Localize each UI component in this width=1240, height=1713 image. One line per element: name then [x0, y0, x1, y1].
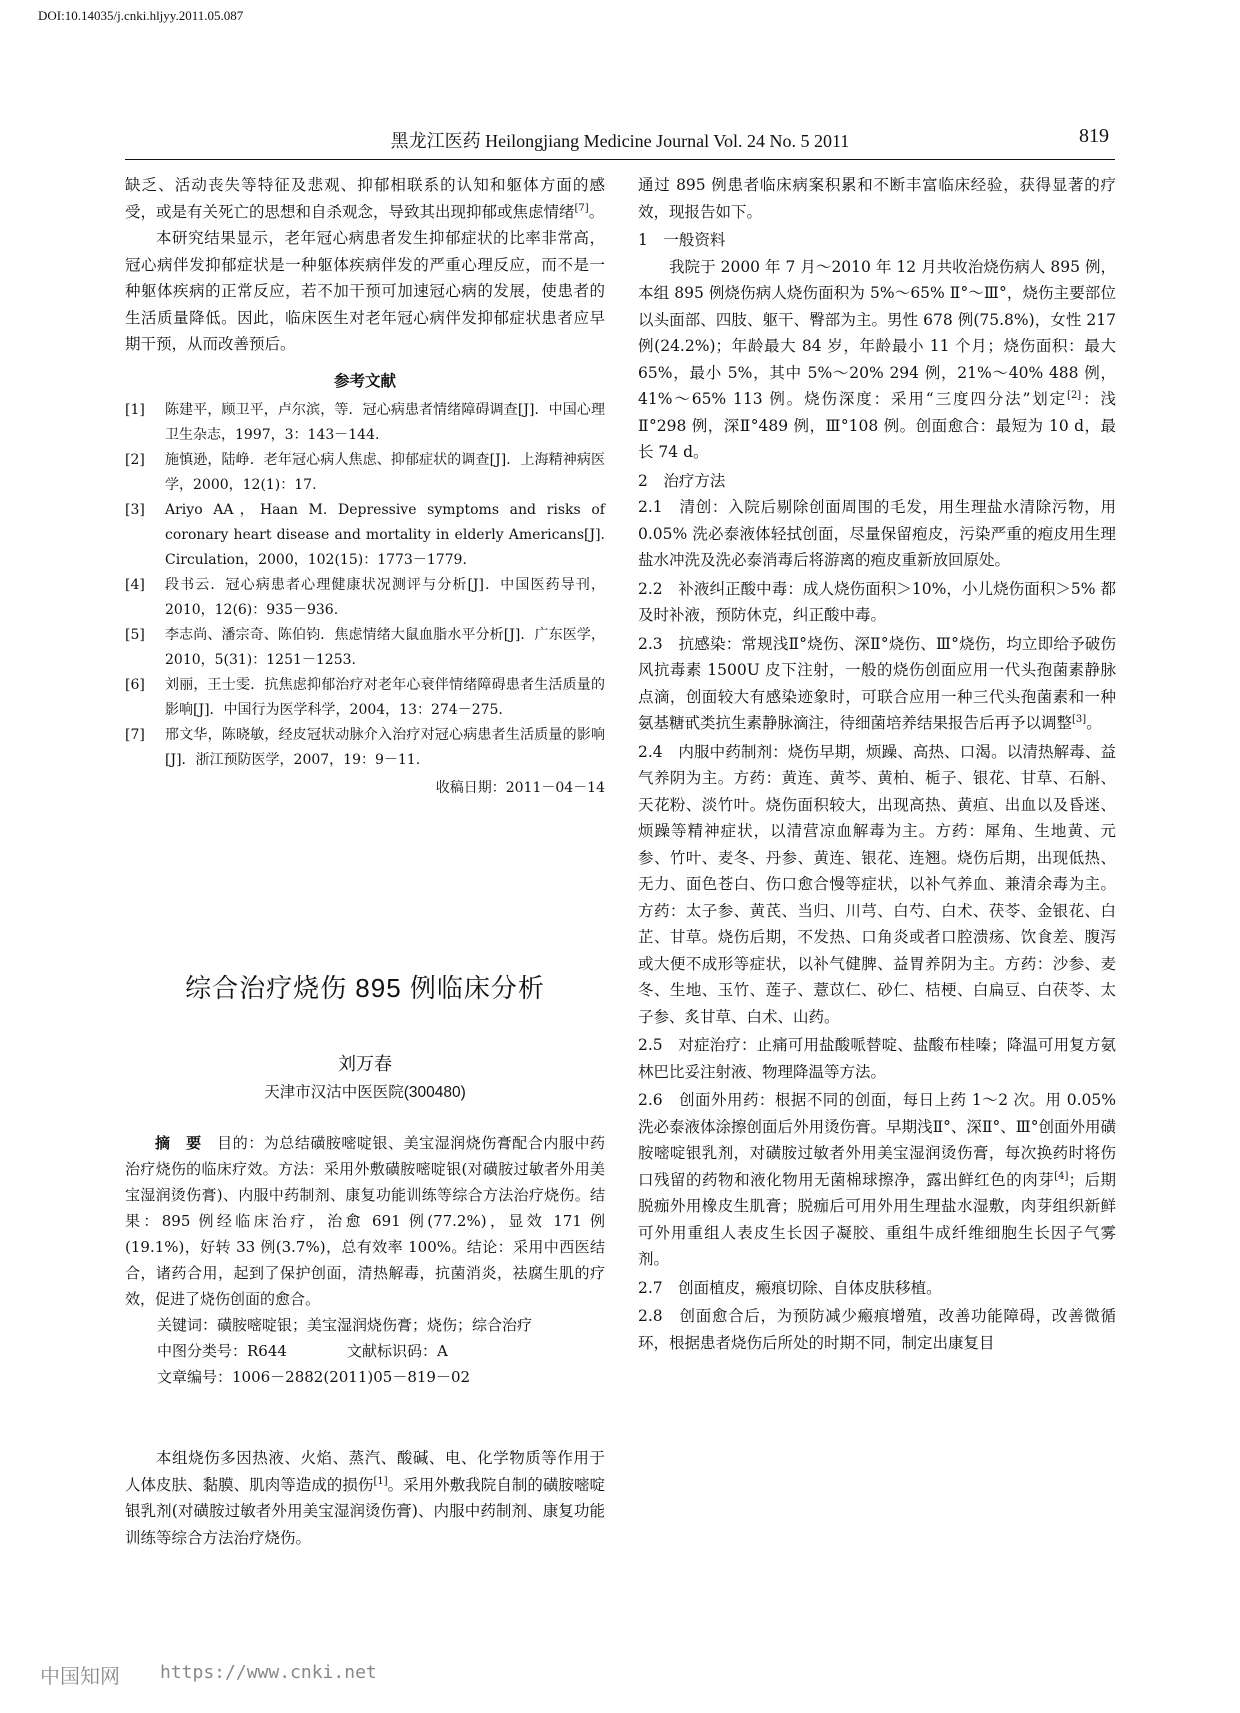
paragraph: 通过 895 例患者临床病案积累和不断丰富临床经验，获得显著的疗效，现报告如下。 — [638, 176, 1116, 221]
running-header — [125, 125, 1115, 160]
document-code: 文献标识码：A — [346, 1342, 448, 1360]
reference-item: [5] 李志尚、潘宗奇、陈伯钧．焦虑情绪大鼠血脂水平分析[J]．广东医学，2010，5(31)：1251－1253. — [125, 627, 605, 668]
left-column-top — [125, 172, 605, 802]
reference-item: [3] Ariyo AA，Haan M. Depressive symptoms and risks of coronary heart disease and mortality in elderly Americans[J]. Circulation，2000，102(15)：1773－1779. — [125, 502, 605, 568]
subsection: 2.3 抗感染：常规浅Ⅱ°烧伤、深Ⅱ°烧伤、Ⅲ°烧伤，均立即给予破伤风抗毒素 1500U 皮下注射，一般的烧伤创面应用一代头孢菌素静脉点滴，创面较大有感染迹象时，可联合应用一种三代头孢菌素和一种氨基糖甙类抗生素静脉滴注，待细菌培养结果报告后再予以调整[3]。 — [638, 634, 1116, 732]
subsection: 2.6 创面外用药：根据不同的创面，每日上药 1～2 次。用 0.05% 洗必泰液体涂擦创面后外用烫伤膏。早期浅Ⅱ°、深Ⅱ°、Ⅲ°创面外用磺胺嘧啶银乳剂，对磺胺过敏者外用美宝湿润烫伤膏，每次换药时将伤口残留的药物和液化物用无菌棉球擦净，露出鲜红色的肉芽[4]；后期脱痂外用橡皮生肌膏；脱痂后可用外用生理盐水湿敷，肉芽组织新鲜可外用重组人表皮生长因子凝胶、重组牛成纤维细胞生长因子气雾剂。 — [638, 1091, 1116, 1268]
left-column-bottom — [125, 1445, 605, 1551]
subsection: 2.7 创面植皮，瘢痕切除、自体皮肤移植。 — [638, 1278, 942, 1297]
author-name: 刘万春 — [338, 1054, 392, 1074]
reference-item: [1] 陈建平，顾卫平，卢尔滨，等．冠心病患者情绪障碍调查[J]．中国心理卫生杂志，1997，3：143－144. — [125, 402, 605, 443]
section-heading: 1 一般资料 — [638, 231, 726, 249]
subsection: 2.4 内服中药制剂：烧伤早期，烦躁、高热、口渴。以清热解毒、益气养阴为主。方药：黄连、黄芩、黄柏、栀子、银花、甘草、石斛、天花粉、淡竹叶。烧伤面积较大，出现高热、黄疸、出血以及昏迷、烦躁等精神症状，以清营凉血解毒为主。方药：犀角、生地黄、元参、竹叶、麦冬、丹参、黄连、银花、连翘。烧伤后期，出现低热、无力、面色苍白、伤口愈合慢等症状，以补气养血、兼清余毒为主。方药：太子参、黄芪、当归、川芎、白芍、白术、茯苓、金银花、白芷、甘草。烧伤后期，不发热、口角炎或者口腔溃疡、饮食差、腹泻或大便不成形等症状，以补气健脾、益胃养阴为主。方药：沙参、麦冬、生地、玉竹、莲子、薏苡仁、砂仁、桔梗、白扁豆、白茯苓、太子参、炙甘草、白术、山药。 — [638, 742, 1116, 1026]
subsection: 2.2 补液纠正酸中毒：成人烧伤面积＞10%，小儿烧伤面积＞5% 都及时补液，预防休克，纠正酸中毒。 — [638, 579, 1116, 624]
section-heading: 2 治疗方法 — [638, 471, 726, 490]
citation: [7] — [574, 202, 589, 214]
author-affiliation: 天津市汉沽中医医院(300480) — [264, 1084, 466, 1101]
clc-number: 中图分类号：R644 — [157, 1342, 287, 1360]
journal-title: 黑龙江医药 Heilongjiang Medicine Journal Vol. 24 No. 5 2011 — [390, 131, 850, 151]
reference-item: [6] 刘丽，王士雯．抗焦虑抑郁治疗对老年心衰伴情绪障碍患者生活质量的影响[J]．中国行为医学科学，2004，13：274－275. — [125, 677, 605, 718]
abstract: 摘 要 目的：为总结磺胺嘧啶银、美宝湿润烧伤膏配合内服中药治疗烧伤的临床疗效。方法：采用外敷磺胺嘧啶银(对磺胺过敏者外用美宝湿润烫伤膏)、内服中药制剂、康复功能训练等综合方法治疗烧伤。结果：895 例经临床治疗，治愈 691 例(77.2%)，显效 171 例(19.1%)，好转 33 例(3.7%)，总有效率 100%。结论：采用中西医结合，诸药合用，起到了保护创面，清热解毒，抗菌消炎，祛腐生肌的疗效，促进了烧伤创面的愈合。 — [125, 1134, 605, 1308]
page-number: 819 — [1079, 125, 1109, 147]
keywords: 关键词：磺胺嘧啶银；美宝湿润烧伤膏；烧伤；综合治疗 — [157, 1316, 533, 1334]
article-title: 综合治疗烧伤 895 例临床分析 — [185, 973, 545, 1003]
reference-item: [7] 邢文华，陈晓敏，经皮冠状动脉介入治疗对冠心病患者生活质量的影响[J]．浙江预防医学，2007，19：9－11. — [125, 727, 605, 768]
references-heading: 参考文献 — [333, 370, 396, 390]
subsection: 2.5 对症治疗：止痛可用盐酸哌替啶、盐酸布桂嗪；降温可用复方氨林巴比妥注射液、物理降温等方法。 — [638, 1036, 1116, 1081]
abstract-label: 摘 要 — [155, 1134, 202, 1152]
citation: [4] — [1054, 1170, 1069, 1182]
classification-line — [125, 1338, 605, 1364]
subsection: 2.8 创面愈合后，为预防减少瘢痕增殖，改善功能障碍，改善微循环，根据患者烧伤后所处的时期不同，制定出康复目 — [638, 1307, 1116, 1352]
cnki-url-link[interactable]: https://www.cnki.net — [160, 1662, 377, 1683]
reference-item: [4] 段书云．冠心病患者心理健康状况测评与分析[J]．中国医药导刊，2010，12(6)：935－936. — [125, 577, 605, 618]
subsection: 2.1 清创：入院后剔除创面周围的毛发，用生理盐水清除污物，用 0.05% 洗必泰液体轻拭创面，尽量保留疱皮，污染严重的疱皮用生理盐水冲洗及洗必泰消毒后将游离的疱皮重新放回原处。 — [638, 498, 1116, 569]
paragraph: 我院于 2000 年 7 月～2010 年 12 月共收治烧伤病人 895 例，本组 895 例烧伤病人烧伤面积为 5%～65% Ⅱ°～Ⅲ°，烧伤主要部位以头面部、四肢、躯干、臀部为主。男性 678 例(75.8%)，女性 217 例(24.2%)；年龄最大 84 岁，年龄最小 11 个月；烧伤面积：最大 65%，最小 5%，其中 5%～20% 294 例，21%～40% 488 例，41%～65% 113 例。烧伤深度：采用“三度四分法”划定[2]：浅Ⅱ°298 例，深Ⅱ°489 例，Ⅲ°108 例。创面愈合：最短为 10 d，最长 74 d。 — [638, 257, 1116, 461]
right-column — [638, 172, 1116, 1356]
paragraph: 本研究结果显示，老年冠心病患者发生抑郁症状的比率非常高，冠心病伴发抑郁症状是一种躯体疾病伴发的严重心理反应，而不是一种躯体疾病的正常反应，若不加干预可加速冠心病的发展，使患者的生活质量降低。因此，临床医生对老年冠心病伴发抑郁症状患者应早期干预，从而改善预后。 — [125, 229, 605, 353]
paragraph: 缺乏、活动丧失等特征及悲观、抑郁相联系的认知和躯体方面的感受，或是有关死亡的思想和自杀观念，导致其出现抑郁或焦虑情绪[7]。 — [125, 176, 605, 221]
reference-list — [125, 398, 605, 773]
cnki-logo: 中国知网 — [40, 1664, 120, 1688]
doi-label: DOI:10.14035/j.cnki.hljyy.2011.05.087 — [38, 8, 244, 23]
received-date: 收稿日期：2011－04－14 — [435, 780, 605, 796]
citation: [1] — [373, 1475, 388, 1487]
citation: [3] — [1072, 713, 1087, 725]
paragraph: 本组烧伤多因热液、火焰、蒸汽、酸碱、电、化学物质等作用于人体皮肤、黏膜、肌肉等造成的损伤[1]。采用外敷我院自制的磺胺嘧啶银乳剂(对磺胺过敏者外用美宝湿润烫伤膏)、内服中药制剂、康复功能训练等综合方法治疗烧伤。 — [125, 1449, 605, 1547]
article-number: 文章编号：1006－2882(2011)05－819－02 — [157, 1368, 471, 1386]
abstract-block — [125, 1130, 605, 1390]
citation: [2] — [1067, 389, 1082, 401]
reference-item: [2] 施慎逊，陆峥．老年冠心病人焦虑、抑郁症状的调查[J]．上海精神病医学，2000，12(1)：17. — [125, 452, 605, 493]
